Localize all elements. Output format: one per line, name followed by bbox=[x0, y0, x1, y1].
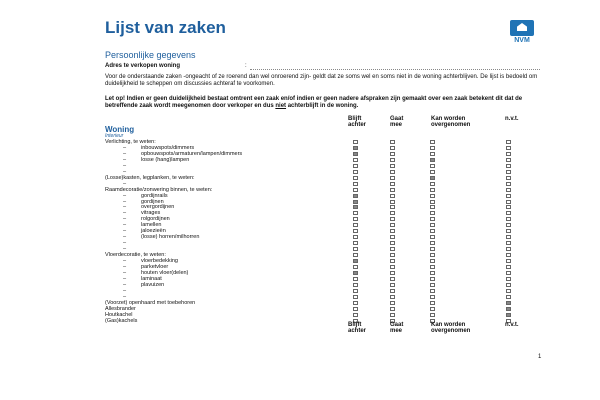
dash-marker: – bbox=[123, 246, 127, 253]
checkbox[interactable] bbox=[430, 271, 435, 275]
item-label: (losse) horren/milhorren bbox=[141, 234, 200, 241]
checkbox[interactable] bbox=[430, 265, 435, 269]
checkbox[interactable] bbox=[353, 277, 358, 281]
checkbox[interactable] bbox=[506, 146, 511, 150]
item-label: Allesbrander bbox=[105, 305, 136, 312]
item-label: overgordijnen bbox=[141, 204, 175, 211]
checkbox[interactable] bbox=[430, 301, 435, 305]
dash-marker: – bbox=[123, 180, 127, 187]
checkbox[interactable] bbox=[390, 223, 395, 227]
dash-marker: – bbox=[123, 162, 127, 169]
intro-paragraph: Voor de onderstaande zaken -ongeacht of ze roerend dan wel onroerend zijn- geldt dat ze soms wel en soms niet in de woning achterblijven. De lijst is bedoeld om duidelijkheid te scheppen om discussies achteraf te voorkomen. bbox=[105, 74, 538, 87]
checkbox[interactable] bbox=[353, 170, 358, 174]
checkbox[interactable] bbox=[353, 295, 358, 299]
checkbox[interactable] bbox=[390, 295, 395, 299]
item-label: (Gas)kachels bbox=[105, 317, 138, 324]
item-label: opbouwspots/armaturen/lampen/dimmers bbox=[141, 150, 243, 157]
item-label: lamellen bbox=[141, 222, 162, 229]
checkbox[interactable] bbox=[506, 283, 511, 287]
checkbox[interactable] bbox=[353, 247, 358, 251]
checkbox[interactable] bbox=[353, 152, 358, 156]
checkbox[interactable] bbox=[506, 295, 511, 299]
checkbox[interactable] bbox=[430, 188, 435, 192]
warning-text-emphasis: niet bbox=[275, 103, 287, 109]
checkbox[interactable] bbox=[506, 247, 511, 251]
checkbox[interactable] bbox=[353, 271, 358, 275]
checkbox[interactable] bbox=[353, 259, 358, 263]
checkbox[interactable] bbox=[353, 200, 358, 204]
dash-marker: – bbox=[123, 263, 127, 270]
checkbox[interactable] bbox=[390, 140, 395, 144]
checkbox[interactable] bbox=[506, 241, 511, 245]
checkbox[interactable] bbox=[430, 289, 435, 293]
dash-marker: – bbox=[123, 198, 127, 205]
checkbox[interactable] bbox=[430, 313, 435, 317]
checkbox[interactable] bbox=[430, 235, 435, 239]
dash-marker: – bbox=[123, 275, 127, 282]
checkbox[interactable] bbox=[353, 241, 358, 245]
checkbox[interactable] bbox=[390, 247, 395, 251]
checkbox[interactable] bbox=[353, 235, 358, 239]
checkbox[interactable] bbox=[506, 158, 511, 162]
checkbox[interactable] bbox=[353, 188, 358, 192]
checkbox[interactable] bbox=[353, 140, 358, 144]
checkbox[interactable] bbox=[430, 182, 435, 186]
dash-marker: – bbox=[123, 204, 127, 211]
warning-text-a: Let op! Indien er geen duidelijkheid bestaat omtrent een zaak en/of indien er geen nadere afspraken zijn gemaakt over een zaak betekent dit dat de betreffende zaak wordt meegenomen door verkoper en dus bbox=[105, 96, 523, 109]
item-label: rolgordijnen bbox=[141, 216, 170, 223]
dash-marker: – bbox=[123, 150, 127, 157]
checkbox[interactable] bbox=[353, 194, 358, 198]
checkbox[interactable] bbox=[353, 307, 358, 311]
checkbox[interactable] bbox=[430, 307, 435, 311]
checkbox[interactable] bbox=[506, 253, 511, 257]
checkbox[interactable] bbox=[506, 301, 511, 305]
checkbox[interactable] bbox=[430, 200, 435, 204]
checkbox[interactable] bbox=[353, 265, 358, 269]
checkbox[interactable] bbox=[506, 164, 511, 168]
checkbox[interactable] bbox=[506, 313, 511, 317]
item-label: gordijnrails bbox=[141, 192, 168, 199]
checkbox[interactable] bbox=[430, 277, 435, 281]
checkbox[interactable] bbox=[430, 295, 435, 299]
item-label: parketvloer bbox=[141, 263, 169, 270]
checkbox[interactable] bbox=[430, 229, 435, 233]
checkbox[interactable] bbox=[430, 241, 435, 245]
checkbox[interactable] bbox=[430, 164, 435, 168]
checkbox[interactable] bbox=[353, 217, 358, 221]
checkbox[interactable] bbox=[506, 170, 511, 174]
checkbox[interactable] bbox=[353, 182, 358, 186]
checkbox[interactable] bbox=[390, 259, 395, 263]
checkbox[interactable] bbox=[353, 205, 358, 209]
checkbox[interactable] bbox=[390, 229, 395, 233]
checkbox[interactable] bbox=[390, 164, 395, 168]
checkbox[interactable] bbox=[390, 170, 395, 174]
dash-marker: – bbox=[123, 156, 127, 163]
column-header-kan-worden-overgenomen: Kan worden overgenomen bbox=[431, 116, 471, 128]
warning-text-c: achterblijft in de woning. bbox=[286, 103, 359, 109]
checkbox[interactable] bbox=[430, 194, 435, 198]
checkbox[interactable] bbox=[390, 205, 395, 209]
checkbox[interactable] bbox=[353, 158, 358, 162]
item-label: Houtkachel bbox=[105, 311, 133, 318]
item-label: vitrages bbox=[141, 210, 161, 217]
column-header-gaat-mee: Gaat mee bbox=[390, 116, 404, 128]
checkbox[interactable] bbox=[506, 182, 511, 186]
checkbox[interactable] bbox=[390, 200, 395, 204]
checkbox[interactable] bbox=[390, 158, 395, 162]
checkbox[interactable] bbox=[506, 235, 511, 239]
item-label: plavuizen bbox=[141, 281, 165, 288]
checkbox[interactable] bbox=[390, 301, 395, 305]
checkbox[interactable] bbox=[430, 253, 435, 257]
column-header-blijft-achter: Blijft achter bbox=[348, 116, 367, 128]
checkbox[interactable] bbox=[353, 223, 358, 227]
checkbox[interactable] bbox=[506, 277, 511, 281]
checkbox[interactable] bbox=[430, 283, 435, 287]
checkbox[interactable] bbox=[390, 277, 395, 281]
checkbox[interactable] bbox=[430, 211, 435, 215]
dash-marker: – bbox=[123, 228, 127, 235]
dash-marker: – bbox=[123, 192, 127, 199]
checkbox[interactable] bbox=[430, 176, 435, 180]
checkbox[interactable] bbox=[390, 235, 395, 239]
item-label: inbouwspots/dimmers bbox=[141, 144, 195, 151]
checkbox[interactable] bbox=[390, 176, 395, 180]
checkbox[interactable] bbox=[430, 152, 435, 156]
checkbox[interactable] bbox=[390, 211, 395, 215]
checkbox[interactable] bbox=[390, 289, 395, 293]
checkbox[interactable] bbox=[353, 301, 358, 305]
checkbox[interactable] bbox=[353, 229, 358, 233]
checkbox[interactable] bbox=[390, 253, 395, 257]
checkbox[interactable] bbox=[430, 158, 435, 162]
item-label: losse (hang)lampen bbox=[141, 156, 190, 163]
dash-marker: – bbox=[123, 216, 127, 223]
dash-marker: – bbox=[123, 293, 127, 300]
checkbox[interactable] bbox=[390, 241, 395, 245]
dash-marker: – bbox=[123, 258, 127, 264]
checkbox[interactable] bbox=[430, 217, 435, 221]
checkbox[interactable] bbox=[506, 259, 511, 263]
dash-marker: – bbox=[123, 287, 127, 294]
checkbox[interactable] bbox=[506, 205, 511, 209]
checkbox[interactable] bbox=[506, 188, 511, 192]
checkbox[interactable] bbox=[430, 146, 435, 150]
item-label: houten vloer(delen) bbox=[141, 269, 189, 276]
checkbox[interactable] bbox=[430, 223, 435, 227]
column-footer-kan-worden-overgenomen: Kan worden overgenomen bbox=[431, 322, 471, 334]
column-footer-blijft-achter: Blijft achter bbox=[348, 322, 367, 334]
item-label: Raamdecoratie/zonwering binnen, te weten: bbox=[105, 186, 213, 193]
checkbox[interactable] bbox=[353, 164, 358, 168]
dash-marker: – bbox=[123, 168, 127, 175]
address-field[interactable] bbox=[250, 69, 540, 70]
checkbox[interactable] bbox=[353, 313, 358, 317]
group-title: Woning bbox=[105, 125, 135, 134]
checkbox[interactable] bbox=[353, 176, 358, 180]
item-label: jaloezieën bbox=[141, 228, 166, 235]
checkbox[interactable] bbox=[506, 176, 511, 180]
checkbox[interactable] bbox=[390, 283, 395, 287]
checkbox[interactable] bbox=[390, 182, 395, 186]
dash-marker: – bbox=[123, 240, 127, 247]
dash-marker: – bbox=[123, 144, 127, 151]
checkbox[interactable] bbox=[390, 265, 395, 269]
checkbox[interactable] bbox=[430, 140, 435, 144]
item-label: (Losse)kasten, legplanken, te weten: bbox=[105, 174, 195, 181]
house-icon bbox=[510, 20, 534, 36]
checkbox[interactable] bbox=[353, 283, 358, 287]
item-label: Verlichting, te weten: bbox=[105, 139, 156, 145]
checkbox[interactable] bbox=[353, 146, 358, 150]
item-label: gordijnen bbox=[141, 198, 164, 205]
dash-marker: – bbox=[123, 281, 127, 288]
checkbox[interactable] bbox=[430, 205, 435, 209]
address-label: Adres te verkopen woning bbox=[105, 63, 181, 69]
nvm-logo bbox=[508, 20, 536, 44]
column-header-nvt: n.v.t. bbox=[505, 116, 519, 122]
checkbox[interactable] bbox=[390, 217, 395, 221]
checkbox[interactable] bbox=[390, 307, 395, 311]
checkbox[interactable] bbox=[430, 259, 435, 263]
dash-marker: – bbox=[123, 210, 127, 217]
checkbox[interactable] bbox=[506, 194, 511, 198]
checkbox[interactable] bbox=[390, 194, 395, 198]
checkbox[interactable] bbox=[506, 211, 511, 215]
logo-text: NVM bbox=[514, 37, 530, 44]
page-number: 1 bbox=[538, 354, 542, 360]
checkbox[interactable] bbox=[506, 289, 511, 293]
checkbox[interactable] bbox=[390, 152, 395, 156]
address-colon: : bbox=[245, 63, 247, 69]
column-footer-nvt: n.v.t. bbox=[505, 322, 519, 328]
dash-marker: – bbox=[123, 234, 127, 241]
section-title: Persoonlijke gegevens bbox=[105, 50, 196, 60]
checkbox[interactable] bbox=[506, 307, 511, 311]
warning-paragraph bbox=[105, 96, 545, 110]
checkbox[interactable] bbox=[506, 229, 511, 233]
checkbox[interactable] bbox=[353, 211, 358, 215]
group-subtitle: Interieur bbox=[105, 133, 124, 139]
checkbox[interactable] bbox=[390, 146, 395, 150]
checkbox[interactable] bbox=[390, 313, 395, 317]
checkbox[interactable] bbox=[506, 265, 511, 269]
item-label: Vloerdecoratie, te weten: bbox=[105, 252, 166, 259]
dash-marker: – bbox=[123, 269, 127, 276]
column-footer-gaat-mee: Gaat mee bbox=[390, 322, 404, 334]
checkbox[interactable] bbox=[390, 271, 395, 275]
checkbox[interactable] bbox=[506, 200, 511, 204]
checkbox[interactable] bbox=[353, 253, 358, 257]
item-label: vloerbedekking bbox=[141, 258, 178, 264]
item-label: (Voorzet) openhaard met toebehoren bbox=[105, 299, 196, 306]
item-label: laminaat bbox=[141, 275, 162, 282]
checkbox[interactable] bbox=[506, 140, 511, 144]
checkbox[interactable] bbox=[430, 170, 435, 174]
page-title: Lijst van zaken bbox=[105, 18, 226, 37]
dash-marker: – bbox=[123, 222, 127, 229]
checkbox[interactable] bbox=[430, 247, 435, 251]
checkbox[interactable] bbox=[390, 188, 395, 192]
checkbox[interactable] bbox=[506, 152, 511, 156]
checkbox[interactable] bbox=[353, 289, 358, 293]
checkbox[interactable] bbox=[506, 217, 511, 221]
checkbox[interactable] bbox=[506, 223, 511, 227]
checkbox[interactable] bbox=[506, 271, 511, 275]
